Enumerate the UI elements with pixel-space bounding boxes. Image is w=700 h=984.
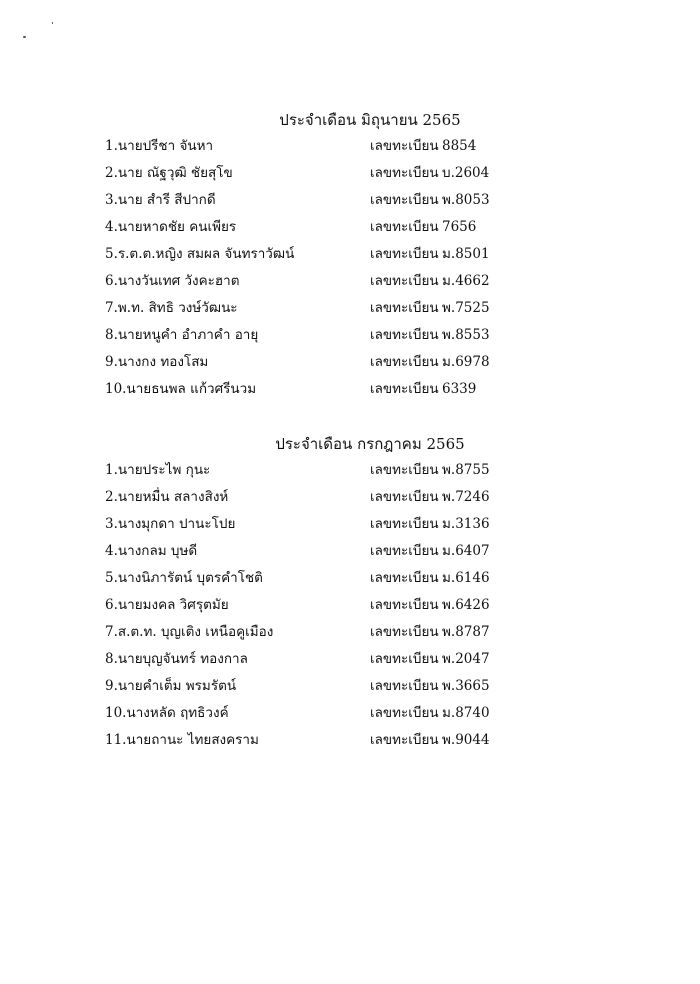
registration-number: ม.3136: [442, 516, 490, 532]
person-name: 7.พ.ท. สิทธิ วงษ์วัฒนะ: [105, 300, 238, 316]
person-name: 11.นายถานะ ไทยสงคราม: [105, 732, 259, 748]
person-name: 9.นายคำเต็ม พรมรัตน์: [105, 678, 237, 694]
registration-label: เลขทะเบียน: [370, 732, 439, 748]
list-item: [0, 217, 700, 243]
registration-number: พ.9044: [442, 732, 490, 748]
registration-label: เลขทะเบียน: [370, 219, 439, 235]
list-item: [0, 595, 700, 621]
list-item: [0, 622, 700, 648]
registration-number: พ.6426: [442, 597, 490, 613]
registration-number: 8854: [442, 138, 477, 154]
registration-number: พ.8553: [442, 327, 490, 343]
person-name: 4.นายหาดชัย คนเพียร: [105, 219, 237, 235]
registration-label: เลขทะเบียน: [370, 300, 439, 316]
registration-number: บ.2604: [442, 165, 490, 181]
person-name: 8.นายหนูคำ อำภาคำ อายุ: [105, 327, 259, 343]
person-name: 4.นางกลม บุษดี: [105, 543, 198, 559]
registration-number: 7656: [442, 219, 477, 235]
person-name: 8.นายบุญจันทร์ ทองกาล: [105, 651, 248, 667]
person-name: 2.นาย ณัฐวุฒิ ชัยสุโข: [105, 165, 233, 181]
list-item: [0, 649, 700, 675]
person-name: 2.นายหมื่น สลางสิงห์: [105, 489, 229, 505]
person-name: 1.นายปรีชา จันหา: [105, 138, 214, 154]
registration-number: พ.8053: [442, 192, 490, 208]
list-item: [0, 244, 700, 270]
registration-label: เลขทะเบียน: [370, 489, 439, 505]
person-name: 9.นางกง ทองโสม: [105, 354, 209, 370]
registration-label: เลขทะเบียน: [370, 327, 439, 343]
registration-label: เลขทะเบียน: [370, 543, 439, 559]
person-name: 10.นายธนพล แก้วศรีนวม: [105, 381, 257, 397]
registration-label: เลขทะเบียน: [370, 462, 439, 478]
list-item: [0, 190, 700, 216]
section-title: ประจำเดือน มิถุนายน 2565: [279, 111, 461, 129]
list-item: [0, 730, 700, 756]
person-name: 6.นางวันเทศ วังคะฮาต: [105, 273, 240, 289]
list-item: [0, 568, 700, 594]
registration-label: เลขทะเบียน: [370, 705, 439, 721]
list-item: [0, 379, 700, 405]
person-name: 6.นายมงคล วิศรุตมัย: [105, 597, 229, 613]
registration-label: เลขทะเบียน: [370, 246, 439, 262]
list-item: [0, 460, 700, 486]
registration-label: เลขทะเบียน: [370, 678, 439, 694]
registration-number: ม.6978: [442, 354, 490, 370]
list-item: [0, 352, 700, 378]
person-name: 3.นาย สำรี สีปากดี: [105, 192, 216, 208]
person-name: 5.ร.ต.ต.หญิง สมผล จันทราวัฒน์: [105, 246, 295, 262]
registration-number: พ.8787: [442, 624, 490, 640]
registration-label: เลขทะเบียน: [370, 516, 439, 532]
registration-label: เลขทะเบียน: [370, 192, 439, 208]
person-name: 7.ส.ต.ท. บุญเติง เหนือคูเมือง: [105, 624, 274, 640]
list-item: [0, 136, 700, 162]
registration-number: พ.8755: [442, 462, 490, 478]
scan-speck: [23, 36, 26, 38]
list-item: [0, 163, 700, 189]
scan-speck: [52, 22, 53, 24]
registration-label: เลขทะเบียน: [370, 597, 439, 613]
registration-number: พ.3665: [442, 678, 490, 694]
list-item: [0, 514, 700, 540]
list-item: [0, 676, 700, 702]
list-item: [0, 541, 700, 567]
registration-number: ม.8501: [442, 246, 490, 262]
registration-label: เลขทะเบียน: [370, 381, 439, 397]
registration-label: เลขทะเบียน: [370, 354, 439, 370]
registration-number: พ.7525: [442, 300, 490, 316]
section-title: ประจำเดือน กรกฎาคม 2565: [275, 435, 465, 453]
registration-label: เลขทะเบียน: [370, 138, 439, 154]
registration-number: 6339: [442, 381, 477, 397]
person-name: 1.นายประไพ กุนะ: [105, 462, 211, 478]
list-item: [0, 298, 700, 324]
registration-label: เลขทะเบียน: [370, 570, 439, 586]
registration-number: ม.4662: [442, 273, 490, 289]
person-name: 3.นางมุกดา ปานะโปย: [105, 516, 236, 532]
registration-number: ม.6407: [442, 543, 490, 559]
list-item: [0, 703, 700, 729]
registration-label: เลขทะเบียน: [370, 273, 439, 289]
registration-label: เลขทะเบียน: [370, 165, 439, 181]
registration-label: เลขทะเบียน: [370, 651, 439, 667]
list-item: [0, 487, 700, 513]
registration-label: เลขทะเบียน: [370, 624, 439, 640]
registration-number: พ.7246: [442, 489, 490, 505]
person-name: 10.นางหลัด ฤทธิวงค์: [105, 705, 229, 721]
registration-number: พ.2047: [442, 651, 490, 667]
registration-number: ม.8740: [442, 705, 490, 721]
list-item: [0, 271, 700, 297]
list-item: [0, 325, 700, 351]
person-name: 5.นางนิภารัตน์ บุตรคำโชติ: [105, 570, 263, 586]
registration-number: ม.6146: [442, 570, 490, 586]
